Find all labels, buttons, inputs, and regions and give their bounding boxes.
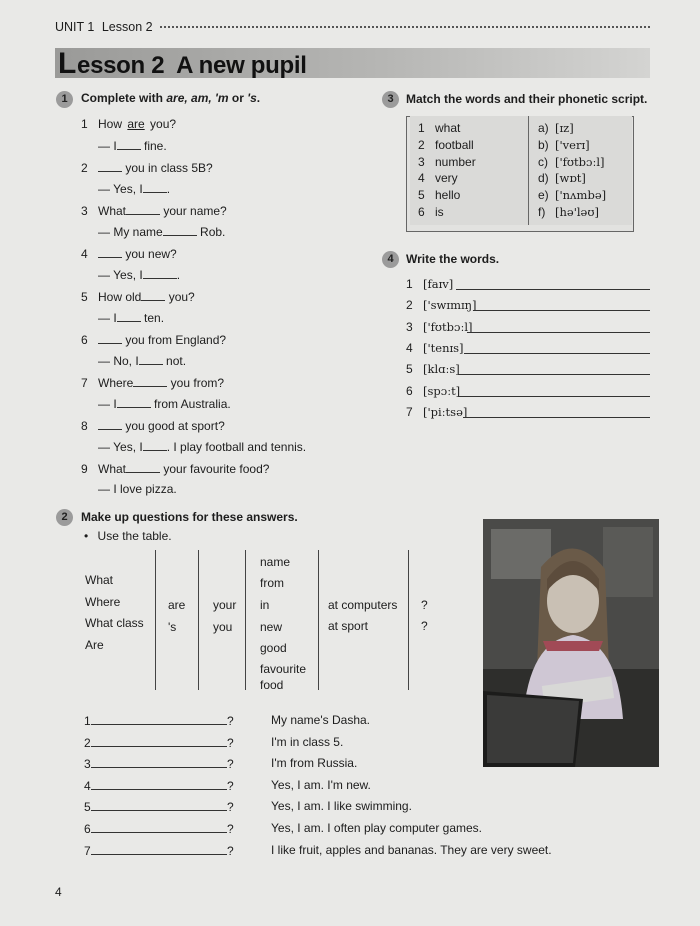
- exercise-2-question-line: [84, 778, 234, 793]
- table-cell-col4: favourite: [260, 662, 307, 676]
- exercise-2-given-answer: I like fruit, apples and bananas. They are very sweet.: [271, 842, 552, 857]
- item-number: 3: [84, 757, 91, 772]
- word: number: [435, 154, 476, 169]
- exercise-2-question-line: [84, 843, 234, 858]
- item-number: 6: [418, 205, 425, 219]
- item-number: 4: [406, 340, 413, 355]
- exercise-1-question: [81, 461, 269, 476]
- answer-blank[interactable]: [98, 246, 122, 258]
- exercise-1-answer: [98, 310, 164, 325]
- exercise-2-instruction: Make up questions for these answers.: [81, 510, 298, 524]
- table-cell-col4: from: [260, 576, 284, 590]
- question-mark: ?: [227, 800, 234, 815]
- answer-blank[interactable]: [98, 418, 122, 430]
- table-cell-col2: 's: [168, 620, 177, 634]
- question-blank[interactable]: [91, 843, 227, 855]
- match-word: [418, 155, 476, 169]
- question-end: you good at sport?: [122, 419, 225, 433]
- title-rest: esson 2 A new pupil: [77, 52, 307, 79]
- match-phonetic: [538, 138, 590, 152]
- question-end: your name?: [160, 204, 227, 218]
- answer-blank[interactable]: [117, 396, 151, 408]
- exercise-1-answer: [98, 439, 306, 454]
- question-blank[interactable]: [91, 713, 227, 725]
- answer-start: — Yes, I: [98, 268, 143, 282]
- phonetic: ['piːtsə]: [423, 404, 468, 419]
- exercise-1-question: [81, 160, 213, 175]
- exercise-1-question: [81, 289, 195, 304]
- bullet-text: Use the table.: [97, 529, 172, 543]
- answer-start: — I: [98, 139, 117, 153]
- question-start: How old: [98, 290, 142, 304]
- item-number: 5: [418, 188, 425, 203]
- answer-blank[interactable]: [126, 203, 160, 215]
- write-answer-line[interactable]: [473, 310, 650, 311]
- write-word-item: [406, 277, 453, 291]
- answer-blank[interactable]: [98, 332, 122, 344]
- question-end: you?: [165, 290, 195, 304]
- question-blank[interactable]: [91, 778, 227, 790]
- exercise-1-answer: [98, 224, 225, 239]
- answer-start: — No, I: [98, 354, 139, 368]
- exercise-1-answer: [98, 353, 186, 368]
- answer-blank[interactable]: [139, 353, 163, 365]
- question-blank[interactable]: [91, 799, 227, 811]
- match-word: [418, 188, 460, 202]
- table-cell-col1: Are: [85, 638, 104, 652]
- question-start: Where: [98, 376, 134, 390]
- question-end: you from England?: [122, 333, 227, 347]
- exercise-2-question-line: [84, 713, 234, 728]
- running-header: [55, 20, 153, 34]
- table-divider: [318, 550, 319, 690]
- question-start: How: [98, 117, 126, 131]
- word: what: [435, 121, 461, 135]
- phonetic: ['fʊtbɔːl]: [555, 154, 605, 169]
- word: is: [435, 205, 444, 219]
- match-phonetic: [538, 171, 586, 185]
- answer-start: — I love pizza.: [98, 482, 177, 496]
- write-word-item: [406, 341, 464, 355]
- table-cell-col1: Where: [85, 595, 121, 609]
- question-blank[interactable]: [91, 756, 227, 768]
- bullet-dot: •: [84, 529, 89, 543]
- exercise-2-question-line: [84, 799, 234, 814]
- item-number: 6: [84, 822, 91, 836]
- phonetic: [hə'ləʊ]: [555, 205, 599, 219]
- item-number: 7: [84, 843, 91, 858]
- table-cell-col3: your: [213, 598, 237, 612]
- answer-end: fine.: [140, 139, 167, 153]
- item-number: 1: [81, 117, 88, 131]
- phonetic: ['fʊtbɔːl]: [423, 319, 473, 334]
- match-word: [418, 205, 444, 219]
- item-number: 3: [406, 319, 413, 334]
- table-cell-col5: at sport: [328, 619, 369, 633]
- ex1-instr-s: 's: [247, 91, 257, 105]
- match-box-divider: [528, 116, 529, 225]
- exercise-1-question: [81, 203, 227, 218]
- write-answer-line[interactable]: [456, 289, 650, 290]
- match-word: [418, 121, 460, 135]
- item-number: 2: [84, 735, 91, 750]
- option-letter: f): [538, 205, 546, 219]
- answer-end: .: [176, 268, 181, 282]
- exercise-1-question: [81, 246, 177, 261]
- item-number: 8: [81, 419, 88, 433]
- title-initial: L: [58, 47, 77, 80]
- answer-blank[interactable]: [163, 224, 197, 236]
- item-number: 3: [418, 154, 425, 169]
- exercise-2-number: 2: [56, 509, 73, 526]
- exercise-3-number: 3: [382, 91, 399, 108]
- option-letter: e): [538, 188, 549, 203]
- item-number: 5: [406, 362, 413, 377]
- question-end: you?: [146, 117, 177, 131]
- exercise-1-answer: [98, 396, 231, 411]
- answer-end: .: [166, 182, 171, 196]
- item-number: 1: [418, 121, 425, 135]
- photo-illustration: [483, 519, 659, 767]
- answer-blank[interactable]: [98, 160, 122, 172]
- answer-end: ten.: [140, 311, 165, 325]
- answer-end: from Australia.: [150, 397, 231, 411]
- exercise-2-given-answer: Yes, I am. I often play computer games.: [271, 821, 482, 835]
- item-number: 7: [406, 404, 413, 419]
- item-number: 1: [406, 277, 413, 291]
- phonetic: [klɑːs]: [423, 362, 460, 377]
- answer-blank[interactable]: [117, 138, 141, 150]
- answer-blank[interactable]: [143, 267, 177, 279]
- answer-start: — My name: [98, 225, 163, 239]
- exercise-2-bullet: [84, 529, 172, 543]
- question-mark: ?: [227, 822, 234, 836]
- table-cell-col6: ?: [421, 619, 428, 633]
- answer-start: — Yes, I: [98, 440, 143, 454]
- answer-blank[interactable]: [141, 289, 165, 301]
- header-unit: UNIT 1: [55, 20, 95, 34]
- phonetic: [wɒt]: [555, 171, 586, 186]
- header-lesson: Lesson 2: [101, 20, 153, 34]
- write-answer-line[interactable]: [467, 332, 650, 333]
- exercise-1-instruction: [81, 91, 260, 105]
- exercise-1-answer: [98, 181, 170, 196]
- answer-start: — I: [98, 311, 117, 325]
- question-mark: ?: [227, 735, 234, 750]
- item-number: 1: [84, 714, 91, 728]
- exercise-2-given-answer: I'm from Russia.: [271, 756, 358, 771]
- table-cell-col4: in: [260, 598, 270, 612]
- table-cell-col4: good: [260, 641, 287, 655]
- phonetic: [spɔːt]: [423, 383, 461, 398]
- item-number: 6: [81, 333, 88, 347]
- word: football: [435, 137, 474, 152]
- question-end: you in class 5B?: [122, 161, 213, 175]
- answer-blank[interactable]: [117, 310, 141, 322]
- answer-end: . I play football and tennis.: [166, 440, 307, 454]
- write-answer-line[interactable]: [463, 417, 650, 418]
- answer-blank[interactable]: [143, 439, 167, 451]
- exercise-1-question: [81, 418, 225, 433]
- exercise-1-question: [81, 375, 224, 390]
- ex1-instr-words: are, am, 'm: [166, 91, 229, 105]
- match-phonetic: [538, 188, 606, 202]
- answer-end: not.: [162, 354, 187, 368]
- answer-start: — Yes, I: [98, 182, 143, 196]
- question-end: you new?: [122, 247, 177, 261]
- answer-end: Rob.: [196, 225, 226, 239]
- exercise-2-given-answer: My name's Dasha.: [271, 713, 370, 727]
- question-mark: ?: [227, 778, 234, 793]
- item-number: 4: [418, 171, 425, 186]
- option-letter: b): [538, 137, 549, 152]
- question-blank[interactable]: [91, 735, 227, 747]
- table-divider: [408, 550, 409, 690]
- exercise-2-question-line: [84, 756, 234, 771]
- page-number: 4: [55, 885, 62, 899]
- exercise-2-given-answer: Yes, I am. I like swimming.: [271, 799, 412, 814]
- exercise-1-answer: [98, 482, 177, 496]
- phonetic: ['tenɪs]: [423, 340, 464, 355]
- match-word: [418, 171, 458, 185]
- item-number: 5: [84, 800, 91, 815]
- table-cell-col4: new: [260, 620, 283, 634]
- table-divider: [155, 550, 156, 690]
- ex1-instr-or: or: [228, 91, 248, 105]
- item-number: 6: [406, 383, 413, 398]
- item-number: 2: [81, 161, 88, 175]
- table-cell-col4: name: [260, 555, 291, 569]
- exercise-1-answer: [98, 138, 167, 153]
- answer-blank[interactable]: [133, 375, 167, 387]
- table-divider: [245, 550, 246, 690]
- table-cell-col3: you: [213, 620, 233, 634]
- exercise-1-number: 1: [56, 91, 73, 108]
- item-number: 5: [81, 290, 88, 304]
- question-mark: ?: [227, 843, 234, 858]
- question-blank[interactable]: [91, 821, 227, 833]
- option-letter: d): [538, 171, 549, 186]
- write-answer-line[interactable]: [458, 374, 650, 375]
- table-cell-col4: food: [260, 678, 284, 692]
- answer-blank[interactable]: [143, 181, 167, 193]
- answer-start: — I: [98, 397, 117, 411]
- option-letter: c): [538, 154, 548, 169]
- match-phonetic: [538, 155, 605, 169]
- page-title: [58, 47, 307, 81]
- question-mark: ?: [227, 757, 234, 772]
- exercise-3-instruction: Match the words and their phonetic script.: [406, 92, 648, 106]
- table-cell-col2: are: [168, 598, 186, 612]
- answer-blank[interactable]: [126, 461, 160, 473]
- exercise-4-number: 4: [382, 251, 399, 268]
- girl-at-computer-photo: [483, 519, 659, 767]
- table-divider: [198, 550, 199, 690]
- question-end: you from?: [167, 376, 225, 390]
- exercise-1-question: [81, 332, 226, 347]
- phonetic: ['verɪ]: [555, 137, 590, 152]
- write-word-item: [406, 362, 460, 376]
- question-mark: ?: [227, 714, 234, 728]
- exercise-2-question-line: [84, 821, 234, 836]
- table-cell-col1: What class: [85, 616, 144, 630]
- ex1-instr-end: .: [256, 91, 261, 105]
- item-number: 7: [81, 376, 88, 390]
- item-number: 4: [81, 247, 88, 261]
- phonetic: ['swɪmɪŋ]: [423, 298, 477, 313]
- option-letter: a): [538, 121, 549, 135]
- word: hello: [435, 188, 461, 203]
- item-number: 4: [84, 778, 91, 793]
- exercise-1-answer: [98, 267, 180, 282]
- question-start: What: [98, 204, 127, 218]
- exercise-2-question-line: [84, 735, 234, 750]
- match-word: [418, 138, 474, 152]
- write-word-item: [406, 384, 460, 398]
- word: very: [435, 171, 458, 186]
- question-start: What: [98, 462, 127, 476]
- item-number: 2: [406, 298, 413, 313]
- phonetic: ['nʌmbə]: [555, 188, 607, 203]
- table-cell-col5: at computers: [328, 598, 398, 612]
- exercise-4-instruction: Write the words.: [406, 252, 500, 266]
- write-word-item: [406, 405, 467, 419]
- table-cell-col6: ?: [421, 598, 428, 612]
- write-answer-line[interactable]: [464, 353, 650, 354]
- exercise-2-given-answer: Yes, I am. I'm new.: [271, 777, 371, 792]
- filled-answer[interactable]: are: [127, 117, 145, 131]
- write-answer-line[interactable]: [458, 396, 650, 397]
- question-end: your favourite food?: [160, 462, 270, 476]
- ex1-instr-pre: Complete with: [81, 91, 167, 105]
- item-number: 3: [81, 204, 88, 218]
- item-number: 9: [81, 462, 88, 476]
- write-word-item: [406, 298, 477, 312]
- table-cell-col1: What: [85, 573, 114, 587]
- exercise-2-given-answer: I'm in class 5.: [271, 734, 344, 749]
- write-word-item: [406, 320, 473, 334]
- exercise-1-question: [81, 117, 176, 131]
- header-dotted-rule: [160, 26, 650, 28]
- item-number: 2: [418, 137, 425, 152]
- phonetic: [faɪv]: [423, 277, 454, 291]
- phonetic: [ɪz]: [555, 121, 574, 135]
- match-phonetic: [538, 205, 599, 219]
- match-phonetic: [538, 121, 574, 135]
